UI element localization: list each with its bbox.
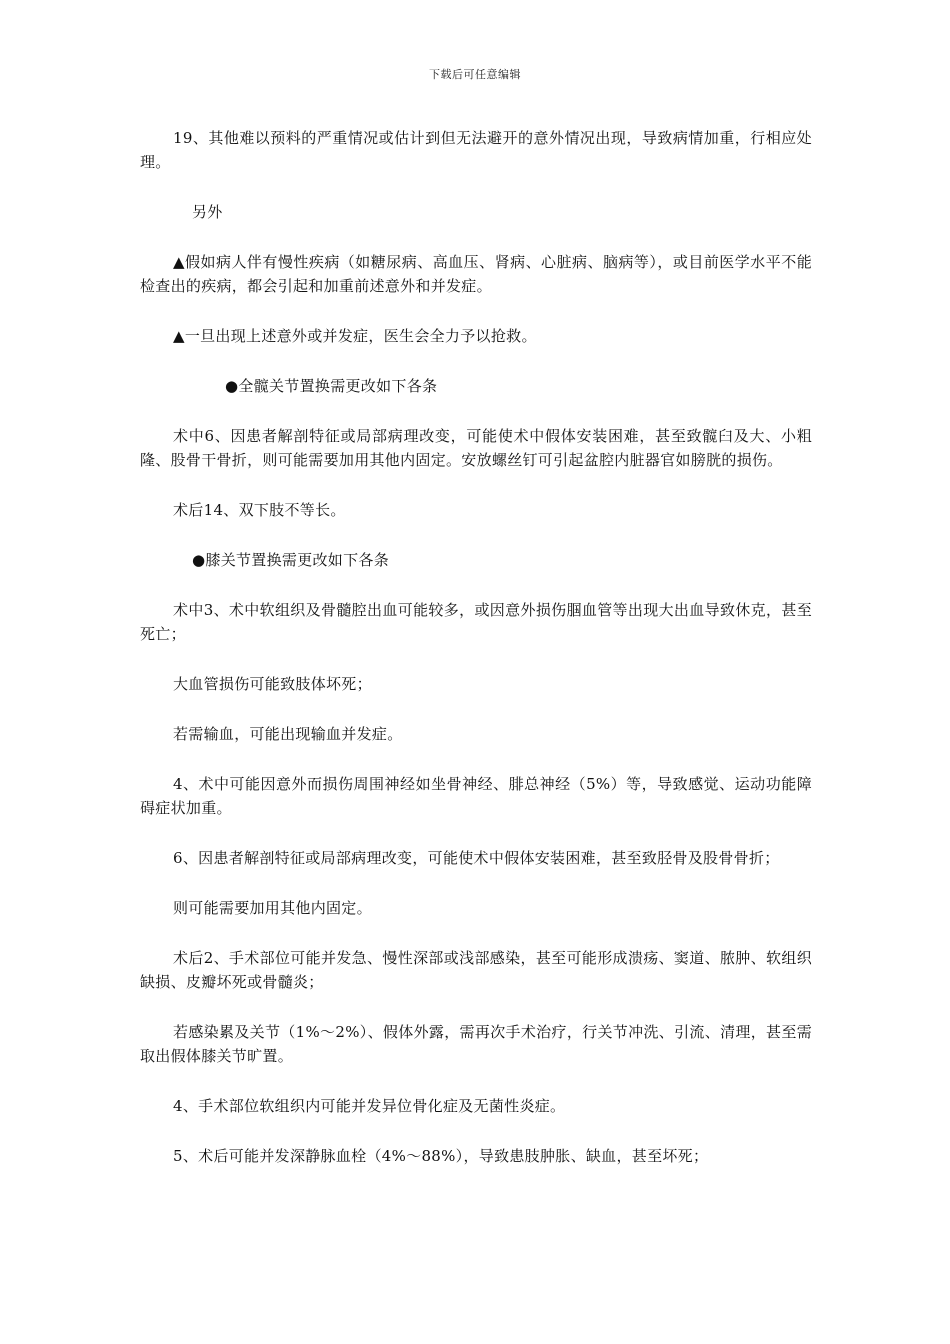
paragraph-knee-postop-4: 4、手术部位软组织内可能并发异位骨化症及无菌性炎症。 (173, 1097, 566, 1115)
paragraph-chronic-disease-note: ▲假如病人伴有慢性疾病（如糖尿病、高血压、肾病、心脏病、脑病等），或目前医学水平不能检查出的疾病，都会引起和加重前述意外和并发症。 (140, 253, 812, 295)
paragraph-knee-intraop-3: 术中3、术中软组织及骨髓腔出血可能较多，或因意外损伤腘血管等出现大出血导致休克，甚至死亡； (140, 601, 812, 643)
paragraph-knee-postop-2: 术后2、手术部位可能并发急、慢性深部或浅部感染，甚至可能形成溃疡、窦道、脓肿、软组织缺损、皮瓣坏死或骨髓炎； (140, 949, 812, 991)
paragraph-vessel-injury: 大血管损伤可能致肢体坏死； (173, 675, 372, 693)
document-body (140, 126, 812, 1194)
paragraph-rescue-note: ▲一旦出现上述意外或并发症，医生会全力予以抢救。 (173, 327, 537, 345)
paragraph-hip-postop-14: 术后14、双下肢不等长。 (173, 501, 346, 519)
paragraph-knee-intraop-6: 6、因患者解剖特征或局部病理改变，可能使术中假体安装困难，甚至致胫骨及股骨骨折； (173, 849, 780, 867)
paragraph-joint-infection: 若感染累及关节（1%～2%）、假体外露，需再次手术治疗，行关节冲洗、引流、清理，甚至需取出假体膝关节旷置。 (140, 1023, 812, 1065)
paragraph-item-19: 19、其他难以预料的严重情况或估计到但无法避开的意外情况出现，导致病情加重，行相应处理。 (140, 129, 812, 171)
paragraph-additionally: 另外 (192, 203, 223, 221)
section-heading-hip: ●全髋关节置换需更改如下各条 (225, 377, 438, 395)
page-header-note: 下载后可任意编辑 (429, 68, 521, 81)
section-heading-knee: ●膝关节置换需更改如下各条 (192, 551, 389, 569)
paragraph-internal-fixation: 则可能需要加用其他内固定。 (173, 899, 372, 917)
paragraph-knee-postop-5: 5、术后可能并发深静脉血栓（4%～88%），导致患肢肿胀、缺血，甚至坏死； (173, 1147, 709, 1165)
paragraph-transfusion: 若需输血，可能出现输血并发症。 (173, 725, 403, 743)
paragraph-hip-intraop-6: 术中6、因患者解剖特征或局部病理改变，可能使术中假体安装困难，甚至致髋臼及大、小粗隆、股骨干骨折，则可能需要加用其他内固定。安放螺丝钉可引起盆腔内脏器官如膀胱的损伤。 (140, 427, 812, 469)
paragraph-knee-intraop-4: 4、术中可能因意外而损伤周围神经如坐骨神经、腓总神经（5%）等，导致感觉、运动功能障碍症状加重。 (140, 775, 812, 817)
